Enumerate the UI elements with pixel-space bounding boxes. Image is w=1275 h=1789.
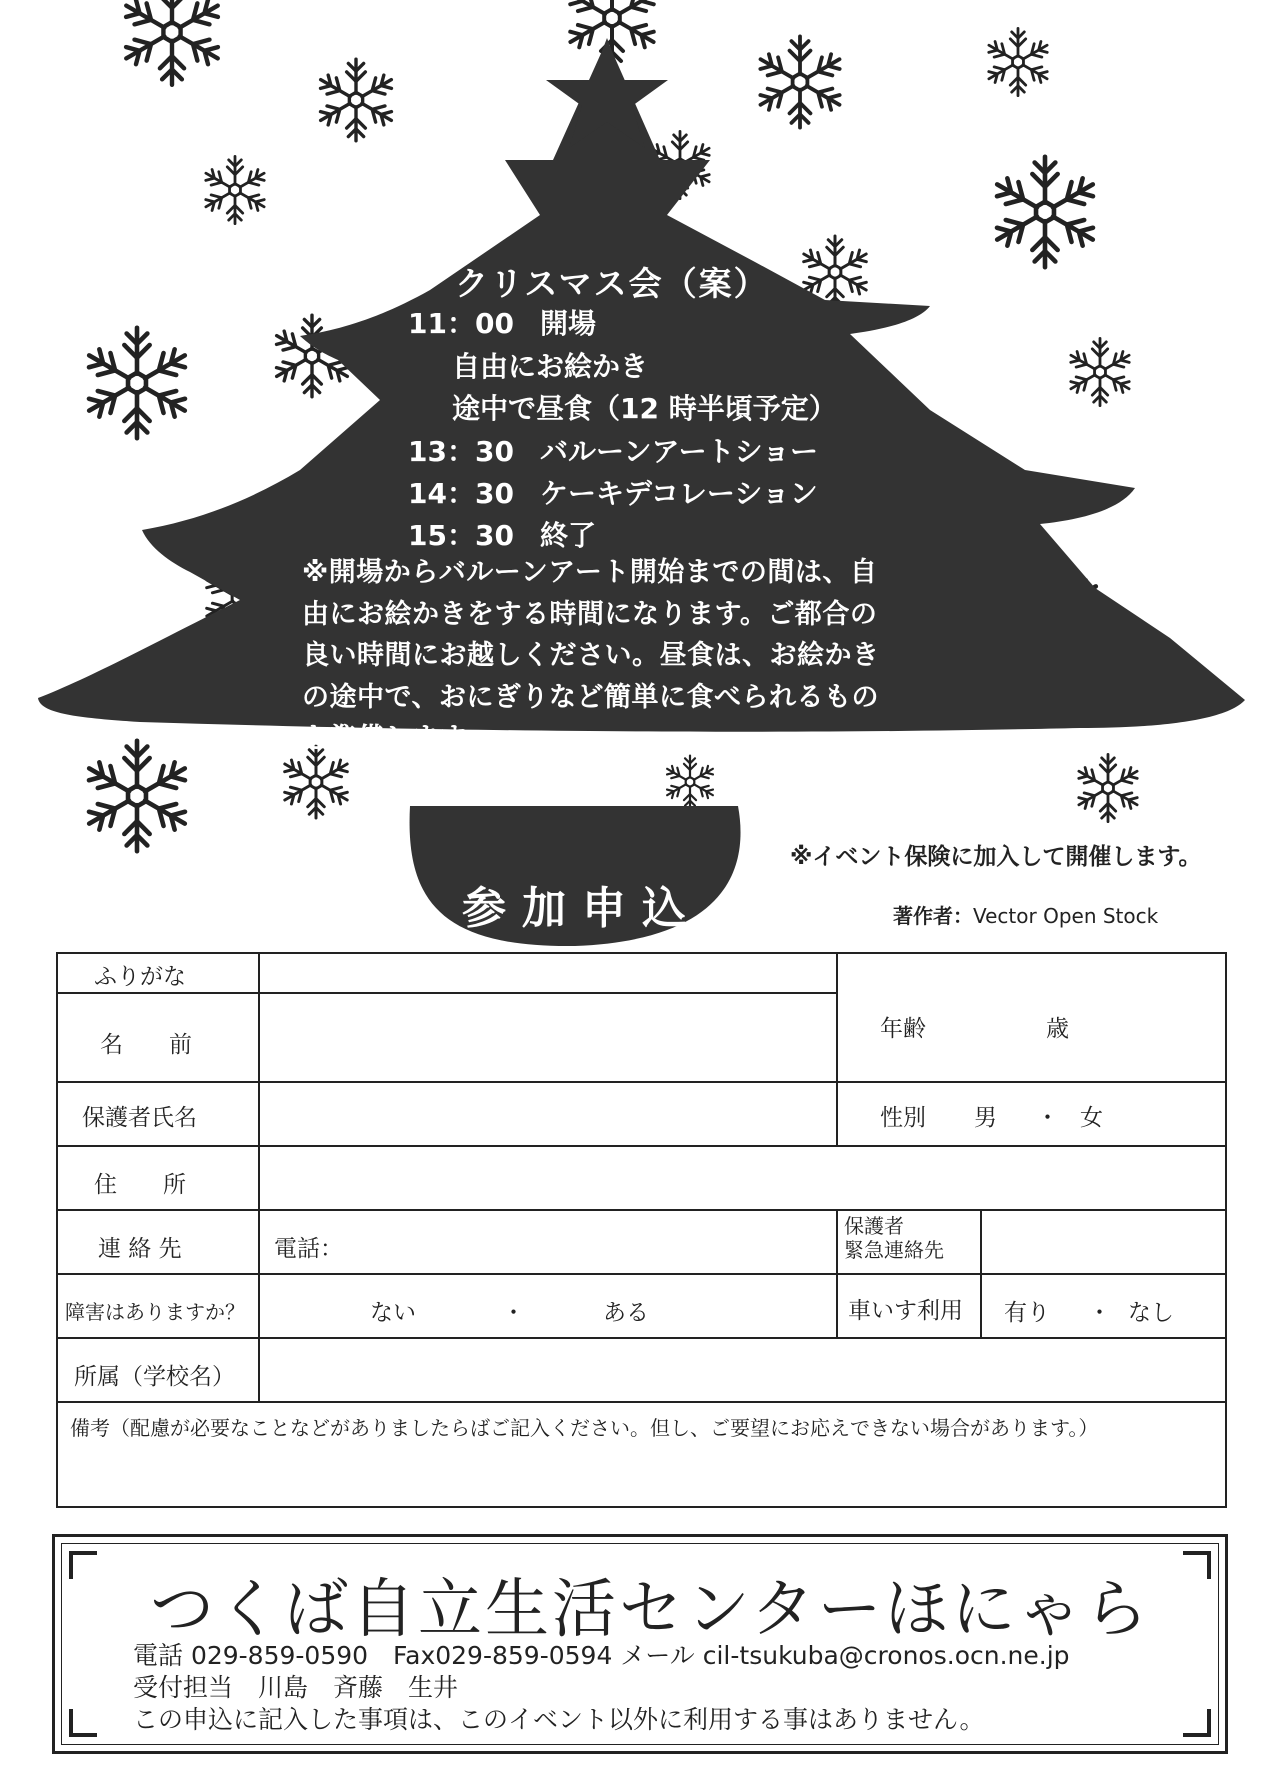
- schedule-item: 終了: [540, 519, 597, 552]
- event-title: クリスマス会（案）: [455, 264, 769, 303]
- privacy-note: この申込に記入した事項は、このイベント以外に利用する事はありません。: [133, 1705, 985, 1734]
- furigana-field[interactable]: [262, 956, 834, 990]
- image-credit: [893, 900, 1158, 929]
- note-line: の途中で、おにぎりなど簡単に食べられるもの: [302, 681, 879, 713]
- insurance-note: ※イベント保険に加入して開催します。: [790, 844, 1202, 870]
- name-field[interactable]: [262, 996, 834, 1080]
- wheelchair-separator: ・: [1088, 1300, 1111, 1326]
- apply-heading: 参加申込: [462, 883, 702, 934]
- organization-name: つくば自立生活センターほにゃら: [150, 1573, 1152, 1647]
- gender-female-option[interactable]: 女: [1080, 1105, 1103, 1131]
- wheelchair-yes-option[interactable]: 有り: [1004, 1300, 1050, 1326]
- note-line: ※開場からバルーンアート開始までの間は、自: [302, 557, 878, 588]
- wheelchair-label: 車いす利用: [848, 1298, 963, 1324]
- schedule-item: 開場: [540, 307, 597, 340]
- address-field[interactable]: [262, 1149, 1222, 1207]
- note-line: 良い時間にお越しください。昼食は、お絵かき: [302, 640, 880, 671]
- schedule-item: バルーンアートショー: [540, 435, 819, 468]
- disability-yes-option[interactable]: ある: [603, 1300, 649, 1326]
- schedule-item: 自由にお絵かき: [452, 350, 649, 383]
- emergency-contact-field[interactable]: [984, 1214, 1222, 1270]
- affiliation-label: 所属（学校名）: [74, 1364, 235, 1390]
- wheelchair-no-option[interactable]: なし: [1128, 1300, 1174, 1326]
- age-field[interactable]: [938, 994, 1038, 1044]
- schedule-time: 15：30: [408, 519, 514, 552]
- affiliation-field[interactable]: [262, 1341, 1222, 1399]
- age-label: 年齢: [880, 1016, 926, 1042]
- schedule-item: 途中で昼食（12 時半頃予定）: [452, 392, 837, 425]
- address-label: 住 所: [94, 1172, 186, 1198]
- guardian-name-label: 保護者氏名: [82, 1105, 197, 1131]
- credit-prefix: 著作者：: [893, 904, 973, 928]
- credit-name: Vector Open Stock: [973, 904, 1159, 928]
- remarks-label: 備考（配慮が必要なことなどがありましたらばご記入ください。但し、ご要望にお応えできない場合があります。）: [70, 1416, 1099, 1440]
- emergency-label-line: 緊急連絡先: [844, 1238, 944, 1262]
- application-form: [56, 952, 1227, 1508]
- phone-label: 電話：: [274, 1236, 343, 1262]
- schedule-time: 13：30: [408, 435, 514, 468]
- disability-no-option[interactable]: ない: [370, 1300, 416, 1326]
- gender-label: 性別: [880, 1105, 926, 1131]
- furigana-label: ふりがな: [94, 964, 186, 990]
- organization-contact: 電話 029-859-0590 Fax029-859-0594 メール cil-tsukuba@cronos.ocn.ne.jp: [133, 1641, 1070, 1670]
- schedule-item: ケーキデコレーション: [540, 477, 818, 510]
- schedule-time: 14：30: [408, 477, 514, 510]
- note-line: を準備します。: [302, 723, 493, 754]
- phone-field[interactable]: [348, 1214, 832, 1270]
- remarks-field[interactable]: [62, 1444, 1222, 1504]
- disability-label: 障害はありますか？: [65, 1300, 245, 1324]
- gender-separator: ・: [1036, 1105, 1059, 1131]
- note-line: 由にお絵かきをする時間になります。ご都合の: [302, 598, 878, 630]
- emergency-label-line: 保護者: [844, 1214, 904, 1238]
- event-notes: [302, 552, 922, 760]
- contact-label: 連 絡 先: [98, 1236, 182, 1262]
- age-unit: 歳: [1046, 1016, 1069, 1042]
- emergency-contact-label: [844, 1214, 944, 1262]
- gender-male-option[interactable]: 男: [974, 1105, 997, 1131]
- reception-staff: 受付担当 川島 斉藤 生井: [133, 1673, 459, 1702]
- schedule-time: 11：00: [408, 307, 514, 340]
- name-label: 名 前: [100, 1032, 192, 1058]
- guardian-name-field[interactable]: [262, 1085, 834, 1143]
- disability-separator: ・: [502, 1300, 525, 1326]
